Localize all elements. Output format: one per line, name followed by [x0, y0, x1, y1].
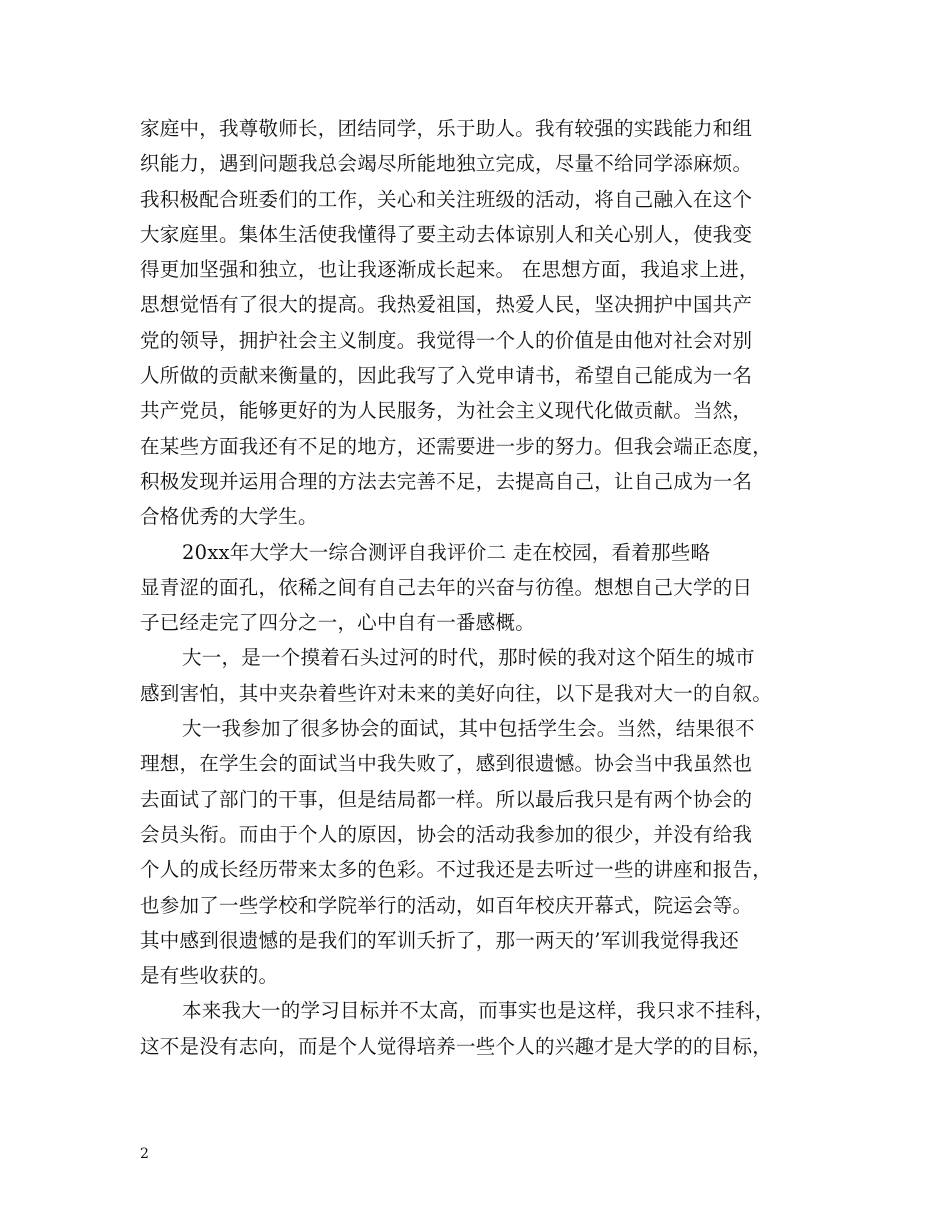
- text-line: 去面试了部门的干事，但是结局都一样。所以最后我只是有两个协会的: [140, 787, 753, 811]
- text-line: 共产党员，能够更好的为人民服务，为社会主义现代化做贡献。当然，: [140, 399, 753, 423]
- text-line: 党的领导，拥护社会主义制度。我觉得一个人的价值是由他对社会对别: [140, 328, 753, 352]
- text-line: 其中感到很遗憾的是我们的军训夭折了，那一两天的’军训我觉得我还: [140, 928, 739, 952]
- text-line: 我积极配合班委们的工作，关心和关注班级的活动，将自己融入在这个: [140, 187, 753, 211]
- paragraph-start-line: 本来我大一的学习目标并不太高，而事实也是这样，我只求不挂科，: [182, 999, 775, 1023]
- text-line: 得更加坚强和独立，也让我逐渐成长起来。 在思想方面，我追求上进，: [140, 258, 759, 282]
- text-line: 显青涩的面孔，依稀之间有自己去年的兴奋与彷徨。想想自己大学的日: [140, 575, 753, 599]
- text-line: 是有些收获的。: [140, 964, 279, 988]
- text-line: 这不是没有志向，而是个人觉得培养一些个人的兴趣才是大学的的目标，: [140, 1034, 773, 1058]
- text-line: 家庭中，我尊敬师长，团结同学，乐于助人。我有较强的实践能力和组: [140, 117, 753, 140]
- text-line: 也参加了一些学校和学院举行的活动，如百年校庆开幕式，院运会等。: [140, 893, 753, 917]
- text-line: 在某些方面我还有不足的地方，还需要进一步的努力。但我会端正态度，: [140, 434, 773, 458]
- text-line: 合格优秀的大学生。: [140, 505, 318, 529]
- body-text: [140, 111, 826, 1064]
- text-line: 积极发现并运用合理的方法去完善不足，去提高自己，让自己成为一名: [140, 469, 753, 493]
- paragraph-start-line: 大一，是一个摸着石头过河的时代，那时候的我对这个陌生的城市: [182, 646, 755, 670]
- page-number: 2: [140, 1146, 149, 1162]
- text-line: 人所做的贡献来衡量的，因此我写了入党申请书，希望自己能成为一名: [140, 364, 753, 388]
- text-line: 个人的成长经历带来太多的色彩。不过我还是去听过一些的讲座和报告，: [140, 858, 773, 882]
- text-line: 思想觉悟有了很大的提高。我热爱祖国，热爱人民，坚决拥护中国共产: [140, 293, 753, 317]
- text-line: 感到害怕，其中夹杂着些许对未来的美好向往，以下是我对大一的自叙。: [140, 681, 773, 705]
- paragraph-start-line: 大一我参加了很多协会的面试，其中包括学生会。当然，结果很不: [182, 717, 755, 741]
- text-line: 理想，在学生会的面试当中我失败了，感到很遗憾。协会当中我虽然也: [140, 752, 753, 776]
- text-line: 织能力，遇到问题我总会竭尽所能地独立完成，尽量不给同学添麻烦。: [140, 152, 753, 176]
- text-line: 子已经走完了四分之一，心中自有一番感概。: [140, 611, 536, 635]
- paragraph-start-line: 20xx年大学大一综合测评自我评价二 走在校园，看着那些略: [182, 540, 711, 564]
- text-line: 大家庭里。集体生活使我懂得了要主动去体谅别人和关心别人，使我变: [140, 222, 753, 246]
- text-line: 会员头衔。而由于个人的原因，协会的活动我参加的很少，并没有给我: [140, 822, 753, 846]
